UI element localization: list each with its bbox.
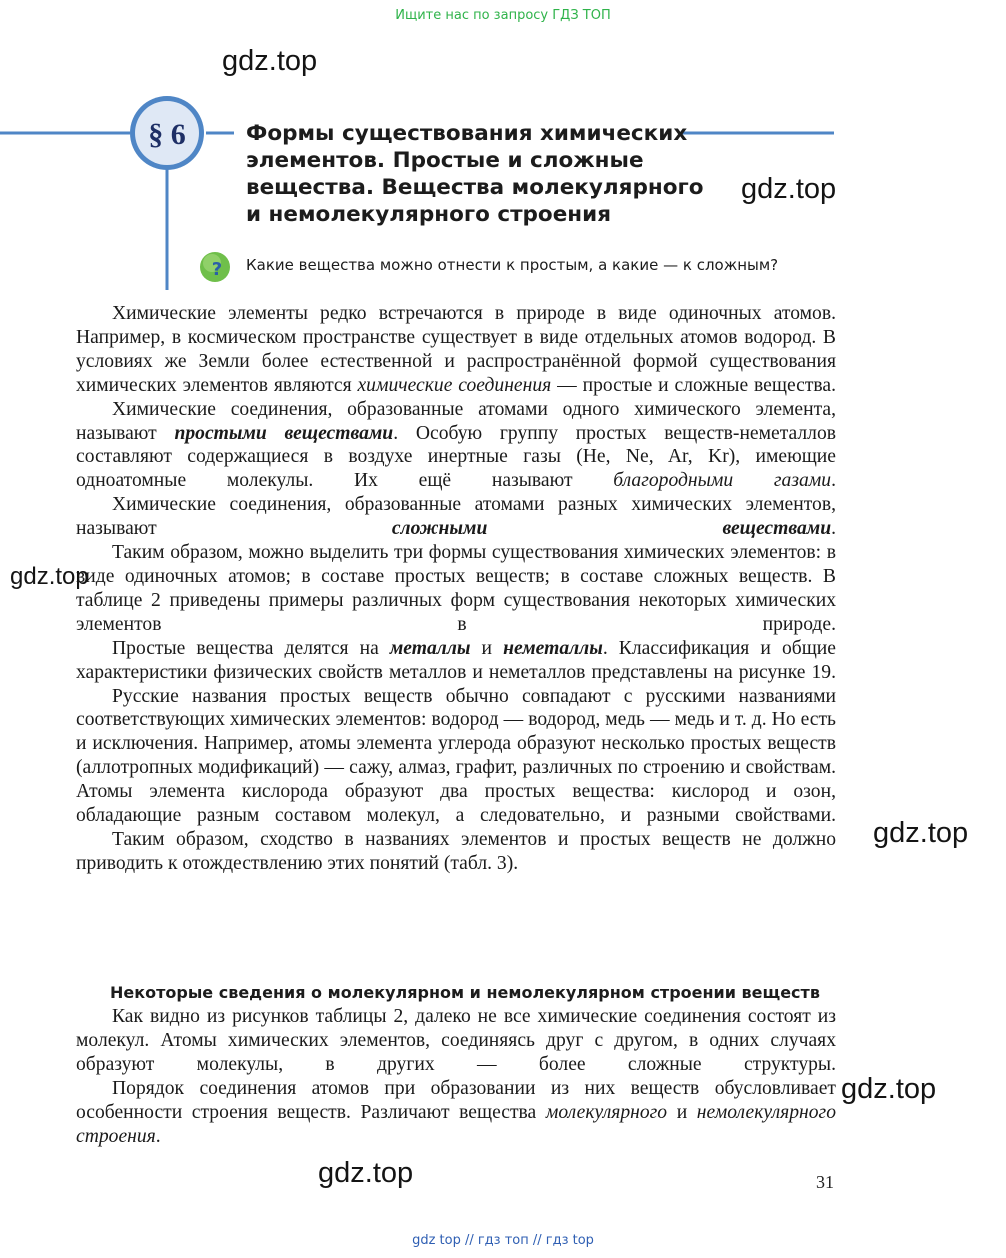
watermark: gdz.top bbox=[222, 45, 318, 77]
title-line: элементов. Простые и сложные bbox=[246, 148, 644, 173]
title-line: вещества. Вещества молекулярного bbox=[246, 175, 704, 200]
paragraph: Порядок соединения атомов при образовании из них веществ обусловливает особенности строения веществ. Различают вещества молекулярного и немолекулярного строения. bbox=[76, 1077, 836, 1147]
page-number: 31 bbox=[816, 1172, 834, 1192]
title-line: и немолекулярного строения bbox=[246, 202, 611, 227]
title-line: Формы существования химических bbox=[246, 121, 688, 146]
paragraph: Химические соединения, образованные атомами разных химических элементов, называют сложными веществами. bbox=[76, 494, 836, 540]
term-nonmetals: неметаллы bbox=[503, 637, 603, 659]
body-text bbox=[76, 302, 836, 876]
term-simple-substances: простыми веществами bbox=[174, 422, 394, 444]
top-site-note: Ищите нас по запросу ГДЗ ТОП bbox=[395, 8, 611, 23]
section-title bbox=[246, 120, 706, 228]
paragraph: Таким образом, сходство в названиях элементов и простых веществ не должно приводить к отождествлению этих понятий (табл. 3). bbox=[76, 828, 836, 874]
section-badge: § 6 bbox=[148, 118, 186, 151]
paragraph: Простые вещества делятся на металлы и неметаллы. Классификация и общие характеристики физических свойств металлов и неметаллов представлены на рисунке 19. bbox=[76, 637, 836, 683]
term-metals: металлы bbox=[389, 637, 471, 659]
bottom-site-note: gdz top // гдз топ // гдз top bbox=[412, 1233, 594, 1248]
paragraph: Таким образом, можно выделить три формы существования химических элементов: в виде одиночных атомов; в составе простых веществ; в составе сложных веществ. В таблице 2 приведены примеры различных форм существования некоторых химических элементов в природе. bbox=[76, 542, 836, 635]
watermark: gdz.top bbox=[10, 563, 89, 590]
question-mark-icon: ? bbox=[211, 259, 223, 280]
paragraph: Русские названия простых веществ обычно совпадают с русскими названиями соответствующих химических элементов: водород — водород, медь — медь и т. д. Но есть и исключения. Например, атомы элемента углерода образуют несколько простых веществ (аллотропных модификаций) — сажу, алмаз, графит, различных по строению и свойствам. Атомы элемента кислорода образуют два простых вещества: кислород и озон, обладающие разным составом молекул, а следовательно, и разными свойствами. bbox=[76, 685, 836, 827]
term-complex-substances: сложными веществами bbox=[391, 518, 832, 540]
paragraph: Как видно из рисунков таблицы 2, далеко не все химические соединения состоят из молекул. Атомы химических элементов, соединяясь друг с другом, в одних случаях образуют молекулы, в других — более сложные структуры. bbox=[76, 1006, 836, 1075]
watermark: gdz.top bbox=[873, 817, 969, 849]
paragraph: Химические соединения, образованные атомами одного химического элемента, называют простыми веществами. Особую группу простых веществ-неметаллов составляют содержащиеся в воздухе инертные газы (He, Ne, Ar, Kr), имеющие одноатомные молекулы. Их ещё называют благородными газами. bbox=[76, 398, 837, 492]
paragraph: Химические элементы редко встречаются в природе в виде одиночных атомов. Например, в космическом пространстве существует в виде отдельных атомов водород. В условиях же Земли более естественной и распространённой формой существования химических элементов являются химические соединения — простые и сложные вещества. bbox=[76, 303, 836, 396]
subheading: Некоторые сведения о молекулярном и немолекулярном строении веществ bbox=[110, 983, 820, 1002]
section-question: Какие вещества можно отнести к простым, а какие — к сложным? bbox=[246, 256, 779, 274]
body-text-continued bbox=[76, 1005, 836, 1148]
watermark: gdz.top bbox=[318, 1157, 414, 1189]
watermark: gdz.top bbox=[741, 173, 837, 205]
watermark: gdz.top bbox=[841, 1073, 937, 1105]
